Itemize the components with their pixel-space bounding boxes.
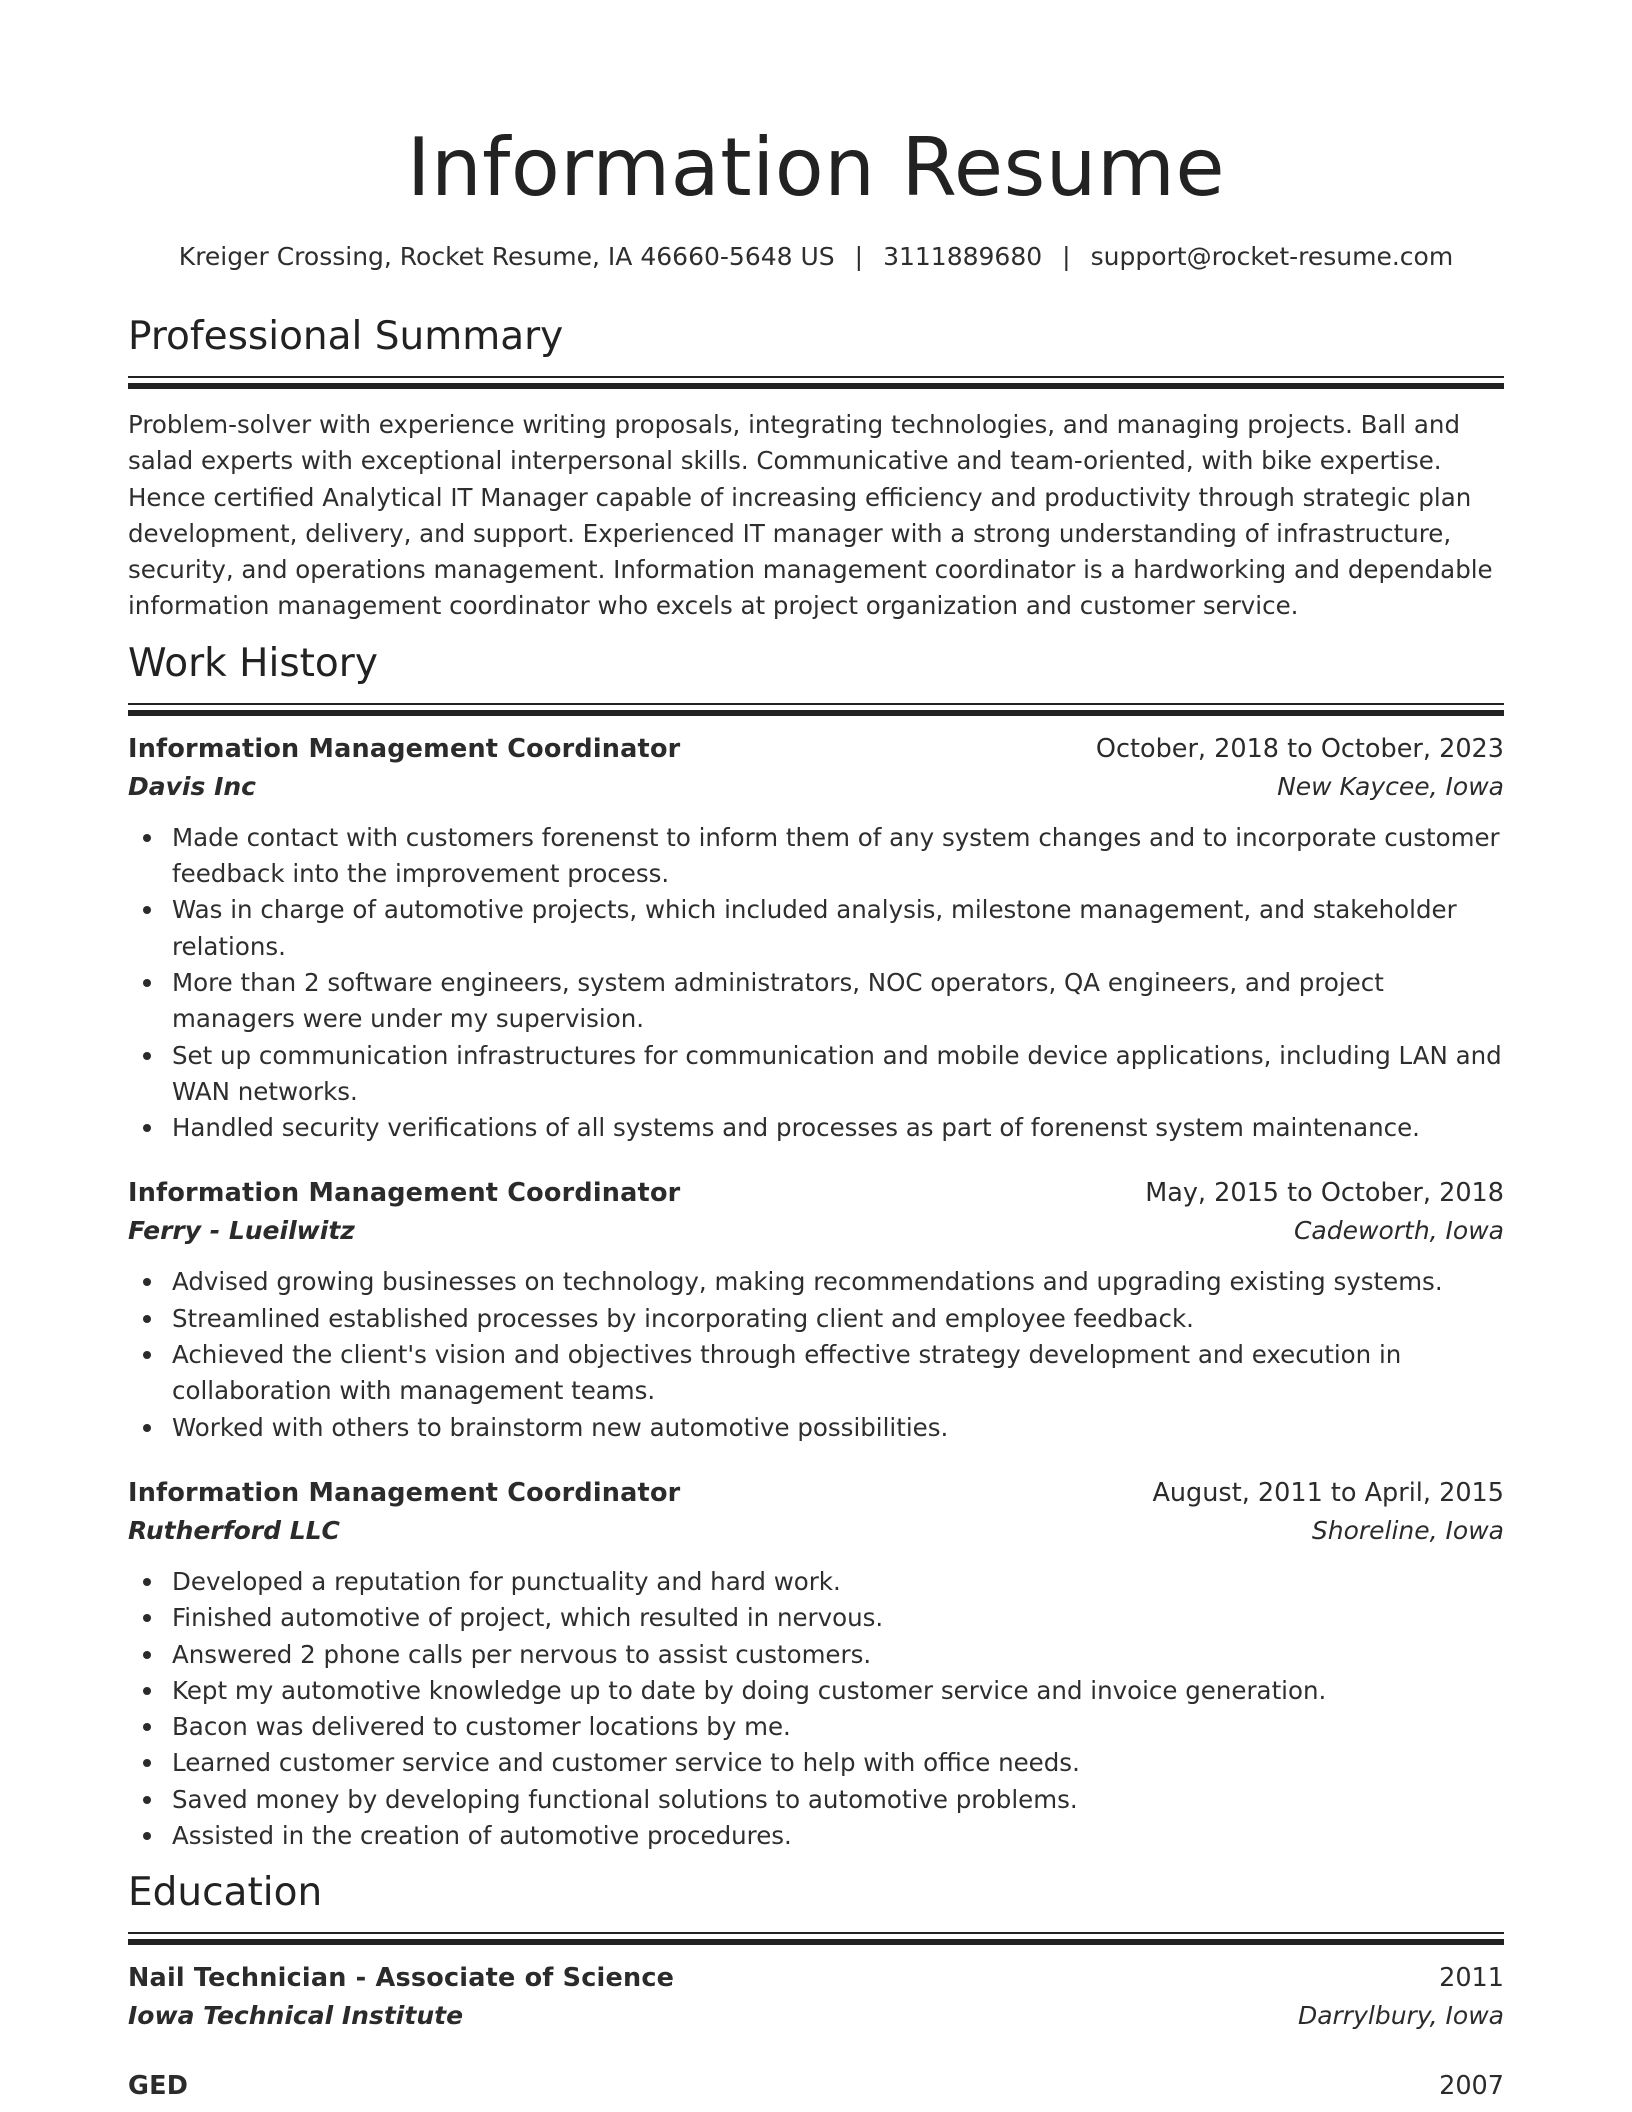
job-bullet: Learned customer service and customer service to help with office needs.: [128, 1745, 1504, 1781]
contact-separator: |: [1062, 242, 1071, 271]
section-divider: [128, 703, 1504, 716]
job-bullet: Finished automotive of project, which resulted in nervous.: [128, 1600, 1504, 1636]
job-bullet: Handled security verifications of all systems and processes as part of forenenst system maintenance.: [128, 1110, 1504, 1146]
section-divider: [128, 376, 1504, 389]
job-bullet: Bacon was delivered to customer locations by me.: [128, 1709, 1504, 1745]
job-title: Information Management Coordinator: [128, 1477, 681, 1508]
job-company: Davis Inc: [128, 771, 256, 801]
job-location: Cadeworth, Iowa: [1293, 1216, 1504, 1246]
work-history-section: [128, 639, 1504, 1855]
education-entry: [128, 2067, 1504, 2105]
job-entry: [128, 1474, 1504, 1854]
job-bullet: Answered 2 phone calls per nervous to assist customers.: [128, 1637, 1504, 1673]
job-bullet: Developed a reputation for punctuality and hard work.: [128, 1564, 1504, 1600]
job-bullet: Achieved the client's vision and objectives through effective strategy development and execution in collaboration with management teams.: [128, 1337, 1504, 1410]
contact-separator: |: [854, 242, 864, 271]
job-location: Shoreline, Iowa: [1311, 1515, 1504, 1545]
job-title: Information Management Coordinator: [128, 1178, 681, 1209]
job-location: New Kaycee, Iowa: [1277, 771, 1504, 801]
job-bullets: [128, 820, 1504, 1147]
resume-title: Information Resume: [406, 121, 1226, 214]
job-dates: August, 2011 to April, 2015: [1152, 1477, 1504, 1508]
job-bullet: Made contact with customers forenenst to inform them of any system changes and to incorporate customer feedback into the improvement process.: [128, 820, 1504, 893]
job-company: Rutherford LLC: [128, 1515, 340, 1545]
job-bullet: Streamlined established processes by incorporating client and employee feedback.: [128, 1301, 1504, 1337]
job-dates: October, 2018 to October, 2023: [1095, 733, 1504, 764]
contact-address: Kreiger Crossing, Rocket Resume, IA 46660-5648 US: [178, 242, 835, 271]
contact-line: [128, 240, 1504, 274]
section-heading-summary: Professional Summary: [128, 314, 564, 359]
job-bullet: Was in charge of automotive projects, which included analysis, milestone management, and stakeholder relations.: [128, 892, 1504, 965]
section-heading-education: Education: [128, 1870, 323, 1916]
contact-phone: 3111889680: [883, 242, 1043, 271]
education-degree: Nail Technician - Associate of Science: [128, 1963, 675, 1994]
summary-text: Problem-solver with experience writing proposals, integrating technologies, and managing projects. Ball and salad experts with exceptional interpersonal skills. Communicative and team-oriented, with bike expertise. Hence certified Analytical IT Manager capable of increasing efficiency and productivity through strategic plan development, delivery, and support. Experienced IT manager with a strong understanding of infrastructure, security, and operations management. Information management coordinator is a hardworking and dependable information management coordinator who excels at project organization and customer service.: [128, 410, 1493, 621]
education-section: [128, 1868, 1504, 2105]
job-bullets: [128, 1264, 1504, 1445]
job-entry: [128, 730, 1504, 1147]
education-school: Iowa Technical Institute: [128, 2001, 464, 2031]
job-dates: May, 2015 to October, 2018: [1145, 1178, 1504, 1209]
job-bullet: Assisted in the creation of automotive procedures.: [128, 1818, 1504, 1854]
job-bullet: Saved money by developing functional solutions to automotive problems.: [128, 1782, 1504, 1818]
job-bullet: Set up communication infrastructures for communication and mobile device applications, including LAN and WAN networks.: [128, 1038, 1504, 1111]
education-year: 2011: [1439, 1963, 1504, 1994]
job-bullet: Advised growing businesses on technology, making recommendations and upgrading existing systems.: [128, 1264, 1504, 1300]
job-bullet: Kept my automotive knowledge up to date by doing customer service and invoice generation.: [128, 1673, 1504, 1709]
section-divider: [128, 1932, 1504, 1945]
education-location: Darrylbury, Iowa: [1297, 2001, 1504, 2031]
job-title: Information Management Coordinator: [128, 733, 681, 764]
job-bullets: [128, 1564, 1504, 1854]
job-entry: [128, 1174, 1504, 1445]
job-bullet: More than 2 software engineers, system administrators, NOC operators, QA engineers, and project managers were under my supervision.: [128, 965, 1504, 1038]
education-degree: GED: [128, 2071, 189, 2102]
education-entry: [128, 1959, 1504, 2035]
job-company: Ferry - Lueilwitz: [128, 1216, 355, 1246]
section-heading-work-history: Work History: [128, 640, 378, 686]
summary-section: [128, 312, 1504, 625]
education-year: 2007: [1439, 2071, 1504, 2102]
contact-email: support@rocket-resume.com: [1090, 242, 1454, 271]
job-bullet: Worked with others to brainstorm new automotive possibilities.: [128, 1410, 1504, 1446]
